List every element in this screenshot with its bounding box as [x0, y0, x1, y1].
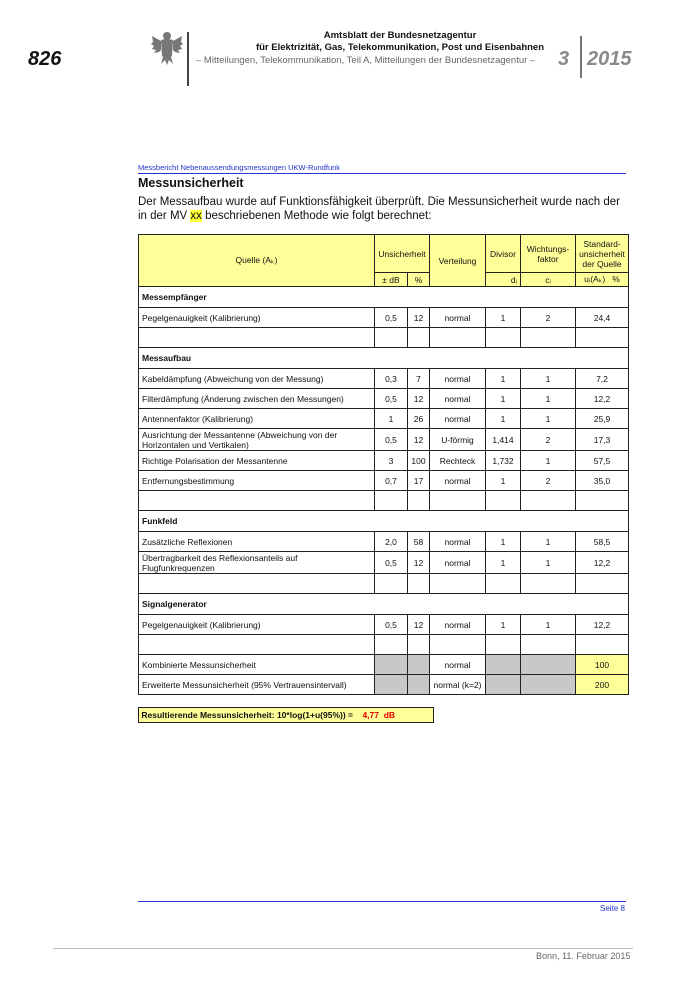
grey-cell — [486, 675, 521, 695]
publication-date: Bonn, 11. Februar 2015 — [536, 951, 631, 961]
uncertainty-pct-cell: 12 — [408, 552, 430, 574]
empty-cell — [408, 574, 430, 594]
empty-cell — [486, 328, 521, 348]
intro-paragraph — [138, 195, 628, 223]
standard-uncertainty-cell: 12,2 — [576, 552, 629, 574]
distribution-cell: normal — [430, 308, 486, 328]
issue-divider — [580, 36, 582, 78]
table-summary-row — [139, 655, 629, 675]
header-ci: cᵢ — [521, 273, 576, 287]
header-ui-pct: % — [612, 274, 620, 284]
result-box — [138, 707, 434, 723]
source-cell: Richtige Polarisation der Messantenne — [139, 451, 375, 471]
source-cell: Pegelgenauigkeit (Kalibrierung) — [139, 615, 375, 635]
page-number: 826 — [28, 48, 62, 70]
publication-title-line2: für Elektrizität, Gas, Telekommunikation, Post und Eisenbahnen — [255, 42, 545, 53]
table-section-row — [139, 348, 629, 369]
empty-cell — [430, 574, 486, 594]
uncertainty-db-cell: 2,0 — [375, 532, 408, 552]
standard-uncertainty-cell: 25,9 — [576, 409, 629, 429]
distribution-cell: normal — [430, 389, 486, 409]
header-divisor: Divisor — [486, 235, 521, 273]
weighting-cell: 1 — [521, 552, 576, 574]
distribution-cell: normal — [430, 369, 486, 389]
empty-cell — [430, 328, 486, 348]
standard-uncertainty-cell: 12,2 — [576, 615, 629, 635]
weighting-cell: 1 — [521, 451, 576, 471]
table-section-row — [139, 594, 629, 615]
weighting-cell: 1 — [521, 369, 576, 389]
uncertainty-db-cell: 3 — [375, 451, 408, 471]
publication-title — [200, 30, 600, 54]
divisor-cell: 1 — [486, 615, 521, 635]
uncertainty-db-cell: 0,5 — [375, 552, 408, 574]
header-ui — [576, 273, 629, 287]
report-page-number: Seite 8 — [600, 904, 625, 913]
divisor-cell: 1 — [486, 369, 521, 389]
empty-cell — [139, 574, 375, 594]
issue-year: 2015 — [587, 48, 632, 70]
header-verteilung: Verteilung — [430, 235, 486, 287]
empty-cell — [375, 574, 408, 594]
distribution-cell: U-förmig — [430, 429, 486, 451]
source-cell: Antennenfaktor (Kalibrierung) — [139, 409, 375, 429]
table-row — [139, 471, 629, 491]
footer-rule — [138, 901, 626, 902]
table-row — [139, 369, 629, 389]
empty-cell — [430, 491, 486, 511]
uncertainty-pct-cell: 12 — [408, 615, 430, 635]
table-row — [139, 552, 629, 574]
table-empty-row — [139, 328, 629, 348]
distribution-cell: normal (k=2) — [430, 675, 486, 695]
empty-cell — [576, 635, 629, 655]
empty-cell — [576, 574, 629, 594]
weighting-cell: 1 — [521, 389, 576, 409]
empty-cell — [375, 491, 408, 511]
weighting-cell: 1 — [521, 409, 576, 429]
table-row — [139, 429, 629, 451]
table-header-row — [139, 235, 629, 273]
table-summary-row — [139, 675, 629, 695]
section-title: Messunsicherheit — [138, 176, 244, 190]
publication-subtitle: – Mitteilungen, Telekommunikation, Teil A, Mitteilungen der Bundesnetzagentur – — [196, 55, 536, 66]
uncertainty-pct-cell: 12 — [408, 308, 430, 328]
result-unit: dB — [383, 710, 396, 720]
source-cell: Entfernungsbestimmung — [139, 471, 375, 491]
publication-title-line1: Amtsblatt der Bundesnetzagentur — [323, 30, 477, 41]
uncertainty-table-wrapper — [138, 234, 629, 695]
header-unsicherheit: Unsicherheit — [375, 235, 430, 273]
divisor-cell: 1,414 — [486, 429, 521, 451]
weighting-cell: 1 — [521, 615, 576, 635]
divisor-cell: 1 — [486, 532, 521, 552]
uncertainty-pct-cell: 12 — [408, 389, 430, 409]
report-title: Messbericht Nebenaussendungsmessungen UKW-Rundfunk — [138, 163, 626, 174]
grey-cell — [486, 655, 521, 675]
issue-number: 3 — [558, 48, 570, 70]
weighting-cell: 2 — [521, 308, 576, 328]
empty-cell — [521, 574, 576, 594]
empty-cell — [408, 635, 430, 655]
table-section-row — [139, 287, 629, 308]
header-divider — [187, 32, 189, 86]
grey-cell — [521, 675, 576, 695]
divisor-cell: 1 — [486, 409, 521, 429]
intro-highlight: xx — [190, 210, 202, 222]
uncertainty-db-cell: 0,5 — [375, 308, 408, 328]
table-empty-row — [139, 635, 629, 655]
header-quelle: Quelle (Aₖ) — [139, 235, 375, 287]
source-cell: Übertragbarkeit des Reflexionsanteils auf Flugfunkrequenzen — [139, 552, 375, 574]
standard-uncertainty-cell: 57,5 — [576, 451, 629, 471]
distribution-cell: normal — [430, 615, 486, 635]
section-label: Messempfänger — [139, 287, 629, 308]
summary-label: Erweiterte Messunsicherheit (95% Vertrauensintervall) — [139, 675, 375, 695]
empty-cell — [430, 635, 486, 655]
empty-cell — [521, 491, 576, 511]
divisor-cell: 1 — [486, 389, 521, 409]
uncertainty-pct-cell: 12 — [408, 429, 430, 451]
table-row — [139, 451, 629, 471]
weighting-cell: 1 — [521, 532, 576, 552]
bottom-rule — [53, 948, 633, 949]
empty-cell — [486, 491, 521, 511]
uncertainty-db-cell: 0,5 — [375, 389, 408, 409]
standard-uncertainty-cell: 24,4 — [576, 308, 629, 328]
empty-cell — [576, 491, 629, 511]
grey-cell — [375, 675, 408, 695]
uncertainty-pct-cell: 17 — [408, 471, 430, 491]
divisor-cell: 1 — [486, 471, 521, 491]
empty-cell — [486, 574, 521, 594]
distribution-cell: normal — [430, 409, 486, 429]
header-ui-label: uᵢ(Aₖ) — [584, 274, 606, 284]
header-standard: Standard-unsicherheit der Quelle — [576, 235, 629, 273]
empty-cell — [521, 328, 576, 348]
source-cell: Kabeldämpfung (Abweichung von der Messung) — [139, 369, 375, 389]
section-label: Funkfeld — [139, 511, 629, 532]
table-row — [139, 532, 629, 552]
distribution-cell: normal — [430, 552, 486, 574]
uncertainty-db-cell: 0,7 — [375, 471, 408, 491]
uncertainty-table — [138, 234, 629, 695]
intro-text-after: beschriebenen Methode wie folgt berechnet: — [201, 210, 432, 222]
weighting-cell: 2 — [521, 471, 576, 491]
table-empty-row — [139, 574, 629, 594]
eagle-emblem-icon — [150, 30, 184, 66]
standard-uncertainty-cell: 100 — [576, 655, 629, 675]
uncertainty-db-cell: 0,5 — [375, 615, 408, 635]
grey-cell — [408, 655, 430, 675]
table-empty-row — [139, 491, 629, 511]
empty-cell — [139, 491, 375, 511]
table-section-row — [139, 511, 629, 532]
uncertainty-db-cell: 1 — [375, 409, 408, 429]
source-cell: Filterdämpfung (Änderung zwischen den Messungen) — [139, 389, 375, 409]
result-label: Resultierende Messunsicherheit: 10*log(1+u(95%)) = — [141, 710, 353, 720]
table-row — [139, 409, 629, 429]
uncertainty-pct-cell: 58 — [408, 532, 430, 552]
uncertainty-db-cell: 0,5 — [375, 429, 408, 451]
standard-uncertainty-cell: 17,3 — [576, 429, 629, 451]
intro-text-before: Der Messaufbau wurde auf Funktionsfähigkeit überprüft. Die Messunsicherheit wurde nach der in der MV — [138, 196, 620, 222]
empty-cell — [375, 635, 408, 655]
empty-cell — [486, 635, 521, 655]
header-u-db: ± dB — [375, 273, 408, 287]
header-u-pct: % — [408, 273, 430, 287]
standard-uncertainty-cell: 7,2 — [576, 369, 629, 389]
standard-uncertainty-cell: 12,2 — [576, 389, 629, 409]
distribution-cell: Rechteck — [430, 451, 486, 471]
section-label: Signalgenerator — [139, 594, 629, 615]
table-row — [139, 308, 629, 328]
grey-cell — [375, 655, 408, 675]
standard-uncertainty-cell: 35,0 — [576, 471, 629, 491]
source-cell: Zusätzliche Reflexionen — [139, 532, 375, 552]
section-label: Messaufbau — [139, 348, 629, 369]
grey-cell — [408, 675, 430, 695]
distribution-cell: normal — [430, 532, 486, 552]
empty-cell — [139, 328, 375, 348]
empty-cell — [576, 328, 629, 348]
divisor-cell: 1,732 — [486, 451, 521, 471]
header-di: dᵢ — [486, 273, 521, 287]
uncertainty-pct-cell: 26 — [408, 409, 430, 429]
grey-cell — [521, 655, 576, 675]
standard-uncertainty-cell: 200 — [576, 675, 629, 695]
header-wichtung: Wichtungs-faktor — [521, 235, 576, 273]
divisor-cell: 1 — [486, 308, 521, 328]
result-value: 4,77 — [362, 710, 379, 720]
source-cell: Pegelgenauigkeit (Kalibrierung) — [139, 308, 375, 328]
source-cell: Ausrichtung der Messantenne (Abweichung von der Horizontalen und Vertikalen) — [139, 429, 375, 451]
uncertainty-pct-cell: 100 — [408, 451, 430, 471]
empty-cell — [375, 328, 408, 348]
table-row — [139, 615, 629, 635]
weighting-cell: 2 — [521, 429, 576, 451]
distribution-cell: normal — [430, 655, 486, 675]
table-row — [139, 389, 629, 409]
empty-cell — [408, 328, 430, 348]
distribution-cell: normal — [430, 471, 486, 491]
summary-label: Kombinierte Messunsicherheit — [139, 655, 375, 675]
empty-cell — [521, 635, 576, 655]
uncertainty-db-cell: 0,3 — [375, 369, 408, 389]
uncertainty-pct-cell: 7 — [408, 369, 430, 389]
divisor-cell: 1 — [486, 552, 521, 574]
empty-cell — [408, 491, 430, 511]
empty-cell — [139, 635, 375, 655]
standard-uncertainty-cell: 58,5 — [576, 532, 629, 552]
